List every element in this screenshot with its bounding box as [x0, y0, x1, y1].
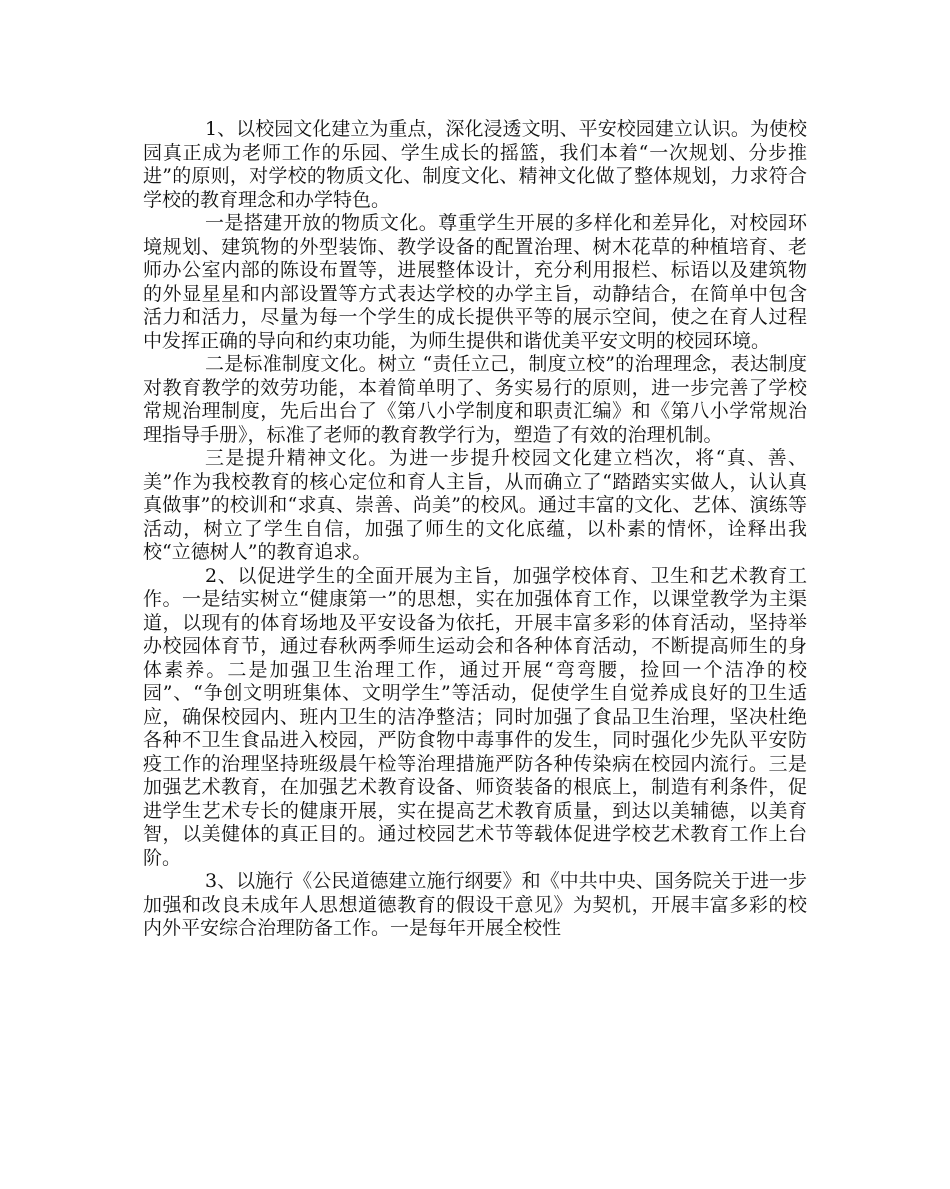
paragraph-system-culture: 二是标准制度文化。树立 “责任立己，制度立校”的治理理念，表达制度对教育教学的效劳功能，本着简单明了、务实易行的原则，进一步完善了学校常规治理制度，先后出台了《第八小学制度和职责汇编》和《第八小学常规治理指导手册》，标准了老师的教育教学行为，塑造了有效的治理机制。	[143, 353, 807, 446]
paragraph-campus-culture: 1、以校园文化建立为重点，深化浸透文明、平安校园建立认识。为使校园真正成为老师工作的乐园、学生成长的摇篮，我们本着“一次规划、分步推进”的原则，对学校的物质文化、制度文化、精神文化做了整体规划，力求符合学校的教育理念和办学特色。	[143, 118, 807, 211]
paragraph-material-culture: 一是搭建开放的物质文化。尊重学生开展的多样化和差异化，对校园环境规划、建筑物的外型装饰、教学设备的配置治理、树木花草的种植培育、老师办公室内部的陈设布置等，进展整体设计，充分利用报栏、标语以及建筑物的外显星星和内部设置等方式表达学校的办学主旨，动静结合，在简单中包含活力和活力，尽量为每一个学生的成长提供平等的展示空间，使之在育人过程中发挥正确的导向和约束功能，为师生提供和谐优美平安文明的校园环境。	[143, 212, 807, 352]
paragraph-sports-health-art: 2、以促进学生的全面开展为主旨，加强学校体育、卫生和艺术教育工作。一是结实树立“健康第一”的思想，实在加强体育工作，以课堂教学为主渠道，以现有的体育场地及平安设备为依托，开展丰富多彩的体育活动，坚持举办校园体育节，通过春秋两季师生运动会和各种体育活动，不断提高师生的身体素养。二是加强卫生治理工作，通过开展“弯弯腰，捡回一个洁净的校园”、“争创文明班集体、文明学生”等活动，促使学生自觉养成良好的卫生适应，确保校园内、班内卫生的洁净整洁；同时加强了食品卫生治理，坚决杜绝各种不卫生食品进入校园，严防食物中毒事件的发生，同时强化少先队平安防疫工作的治理坚持班级晨午检等治理措施严防各种传染病在校园内流行。三是加强艺术教育，在加强艺术教育设备、师资装备的根底上，制造有利条件，促进学生艺术专长的健康开展，实在提高艺术教育质量，到达以美辅德，以美育智，以美健体的真正目的。通过校园艺术节等载体促进学校艺术教育工作上台阶。	[143, 564, 807, 869]
paragraph-spiritual-culture: 三是提升精神文化。为进一步提升校园文化建立档次，将“真、善、美”作为我校教育的核心定位和育人主旨，从而确立了“踏踏实实做人，认认真真做事”的校训和“求真、崇善、尚美”的校风。通过丰富的文化、艺体、演练等活动，树立了学生自信，加强了师生的文化底蕴，以朴素的情怀，诠释出我校“立德树人”的教育追求。	[143, 447, 807, 563]
document-page	[143, 118, 807, 941]
paragraph-moral-education: 3、以施行《公民道德建立施行纲要》和《中共中央、国务院关于进一步加强和改良未成年人思想道德教育的假设干意见》为契机，开展丰富多彩的校内外平安综合治理防备工作。一是每年开展全校性	[143, 870, 807, 939]
